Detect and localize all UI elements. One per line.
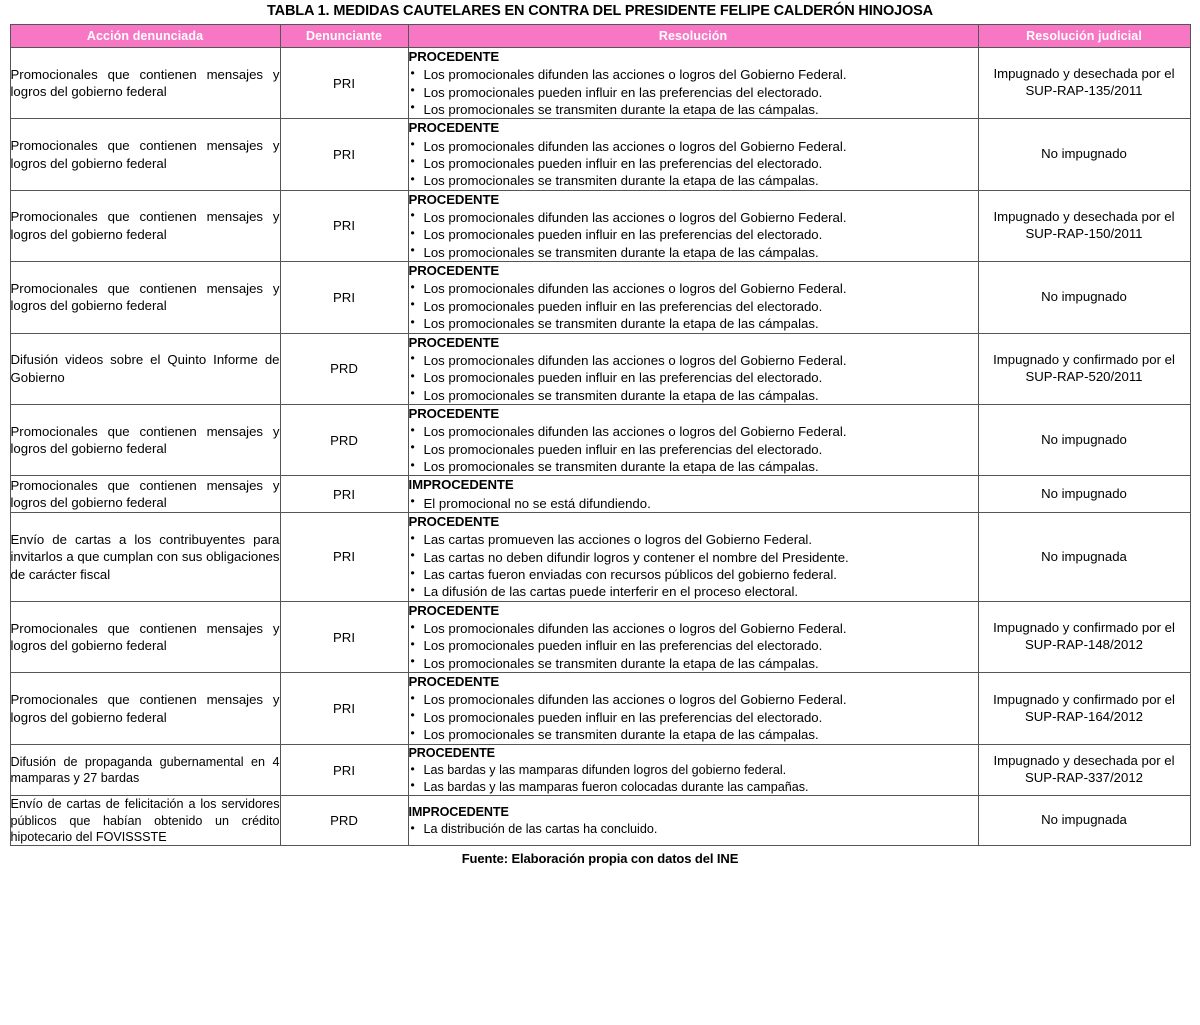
cell-accion-denunciada: Promocionales que contienen mensajes y logros del gobierno federal (10, 476, 280, 513)
cell-resolucion-judicial: No impugnado (978, 476, 1190, 513)
table-row (10, 476, 1190, 513)
table-row (10, 119, 1190, 190)
cell-denunciante: PRI (280, 476, 408, 513)
resolution-bullet: • Los promocionales se transmiten durante la etapa de las cámpalas. (409, 244, 978, 261)
resolution-bullet-list (409, 691, 978, 743)
table-row (10, 190, 1190, 261)
cell-resolucion (408, 476, 978, 513)
resolution-bullet: • Los promocionales pueden influir en las preferencias del electorado. (409, 709, 978, 726)
table-row (10, 513, 1190, 602)
cell-denunciante: PRI (280, 513, 408, 602)
resolution-bullet-list (409, 209, 978, 261)
table-row (10, 405, 1190, 476)
resolution-bullet: • Los promocionales pueden influir en las preferencias del electorado. (409, 637, 978, 654)
cell-resolucion-judicial: Impugnado y desechada por el SUP-RAP-150/2011 (978, 190, 1190, 261)
cell-resolucion-judicial: Impugnado y desechada por el SUP-RAP-135/2011 (978, 47, 1190, 118)
resolution-bullet: • Los promocionales difunden las acciones o logros del Gobierno Federal. (409, 423, 978, 440)
table-header-row (10, 24, 1190, 47)
cell-resolucion (408, 513, 978, 602)
resolution-bullet: • Las cartas no deben difundir logros y contener el nombre del Presidente. (409, 549, 978, 566)
cell-resolucion-judicial: Impugnado y confirmado por el SUP-RAP-148/2012 (978, 601, 1190, 672)
cell-denunciante: PRI (280, 601, 408, 672)
cell-accion-denunciada: Promocionales que contienen mensajes y logros del gobierno federal (10, 119, 280, 190)
column-header-resolucion: Resolución (408, 24, 978, 47)
cell-resolucion-judicial: No impugnado (978, 262, 1190, 333)
resolution-bullet: • Las cartas promueven las acciones o logros del Gobierno Federal. (409, 531, 978, 548)
resolution-verdict: PROCEDENTE (408, 745, 495, 760)
resolution-bullet-list (409, 531, 978, 601)
table-row (10, 744, 1190, 796)
table-row (10, 333, 1190, 404)
column-header-judicial: Resolución judicial (978, 24, 1190, 47)
resolution-bullet-list (409, 495, 978, 512)
table-row (10, 262, 1190, 333)
table-row (10, 47, 1190, 118)
source-note: Fuente: Elaboración propia con datos del INE (461, 851, 739, 867)
cell-accion-denunciada: Difusión videos sobre el Quinto Informe de Gobierno (10, 333, 280, 404)
cell-accion-denunciada: Envío de cartas a los contribuyentes para invitarlos a que cumplan con sus obligaciones de carácter fiscal (10, 513, 280, 602)
resolution-verdict: PROCEDENTE (408, 263, 500, 279)
resolution-verdict: PROCEDENTE (408, 674, 500, 690)
resolution-bullet: • La difusión de las cartas puede interferir en el proceso electoral. (409, 583, 978, 600)
resolution-bullet: • Los promocionales difunden las acciones o logros del Gobierno Federal. (409, 138, 978, 155)
resolution-bullet: • Los promocionales pueden influir en las preferencias del electorado. (409, 226, 978, 243)
table-row (10, 601, 1190, 672)
resolution-bullet-list (409, 352, 978, 404)
resolution-bullet-list (409, 280, 978, 332)
cell-resolucion (408, 744, 978, 796)
resolution-bullet: • La distribución de las cartas ha concluido. (409, 821, 978, 838)
cell-resolucion (408, 601, 978, 672)
resolution-bullet: • Los promocionales difunden las acciones o logros del Gobierno Federal. (409, 280, 978, 297)
table-header (10, 24, 1190, 47)
resolution-bullet: • Los promocionales pueden influir en las preferencias del electorado. (409, 441, 978, 458)
cell-resolucion (408, 673, 978, 744)
resolution-bullet: • Los promocionales pueden influir en las preferencias del electorado. (409, 298, 978, 315)
resolution-bullet: • Los promocionales difunden las acciones o logros del Gobierno Federal. (409, 691, 978, 708)
resolution-bullet: • Los promocionales difunden las acciones o logros del Gobierno Federal. (409, 66, 978, 83)
cell-denunciante: PRI (280, 190, 408, 261)
cell-resolucion (408, 262, 978, 333)
table-body (10, 47, 1190, 845)
cell-accion-denunciada: Promocionales que contienen mensajes y logros del gobierno federal (10, 601, 280, 672)
cell-accion-denunciada: Promocionales que contienen mensajes y logros del gobierno federal (10, 405, 280, 476)
cell-accion-denunciada: Promocionales que contienen mensajes y logros del gobierno federal (10, 47, 280, 118)
cautelares-table (10, 24, 1191, 846)
cell-resolucion (408, 119, 978, 190)
resolution-bullet: • Los promocionales difunden las acciones o logros del Gobierno Federal. (409, 209, 978, 226)
column-header-accion: Acción denunciada (10, 24, 280, 47)
resolution-verdict: PROCEDENTE (408, 406, 500, 422)
resolution-bullet: • Los promocionales se transmiten durante la etapa de las cámpalas. (409, 315, 978, 332)
resolution-bullet: • Las cartas fueron enviadas con recursos públicos del gobierno federal. (409, 566, 978, 583)
resolution-verdict: PROCEDENTE (408, 514, 500, 530)
resolution-verdict: PROCEDENTE (408, 120, 500, 136)
resolution-bullet: • Los promocionales difunden las acciones o logros del Gobierno Federal. (409, 352, 978, 369)
cell-resolucion (408, 333, 978, 404)
cell-resolucion-judicial: Impugnado y confirmado por el SUP-RAP-520/2011 (978, 333, 1190, 404)
resolution-bullet-list (409, 762, 978, 795)
cell-accion-denunciada: Envío de cartas de felicitación a los servidores públicos que habían obtenido un crédito hipotecario del FOVISSSTE (10, 797, 280, 845)
resolution-bullet: • Los promocionales se transmiten durante la etapa de las cámpalas. (409, 458, 978, 475)
cell-denunciante: PRI (280, 47, 408, 118)
page-title: TABLA 1. MEDIDAS CAUTELARES EN CONTRA DEL PRESIDENTE FELIPE CALDERÓN HINOJOSA (267, 3, 933, 19)
cell-resolucion (408, 405, 978, 476)
cell-resolucion-judicial: No impugnado (978, 119, 1190, 190)
resolution-bullet: • Los promocionales se transmiten durante la etapa de las cámpalas. (409, 101, 978, 118)
resolution-bullet-list (409, 620, 978, 672)
cell-resolucion-judicial: Impugnado y desechada por el SUP-RAP-337/2012 (978, 744, 1190, 796)
resolution-verdict: PROCEDENTE (408, 334, 500, 350)
cell-resolucion-judicial: No impugnada (978, 513, 1190, 602)
cell-accion-denunciada: Promocionales que contienen mensajes y logros del gobierno federal (10, 673, 280, 744)
resolution-bullet: • Los promocionales difunden las acciones o logros del Gobierno Federal. (409, 620, 978, 637)
resolution-bullet-list (409, 138, 978, 190)
resolution-bullet: • Las bardas y las mamparas fueron colocadas durante las campañas. (409, 779, 978, 796)
cell-resolucion-judicial: Impugnado y confirmado por el SUP-RAP-164/2012 (978, 673, 1190, 744)
resolution-bullet: • Los promocionales se transmiten durante la etapa de las cámpalas. (409, 726, 978, 743)
cell-denunciante: PRI (280, 744, 408, 796)
cell-resolucion (408, 190, 978, 261)
resolution-bullet-list (409, 66, 978, 118)
resolution-verdict: IMPROCEDENTE (408, 804, 509, 819)
column-header-denunciante: Denunciante (280, 24, 408, 47)
resolution-bullet-list (409, 423, 978, 475)
resolution-verdict: IMPROCEDENTE (408, 477, 514, 493)
cell-accion-denunciada: Difusión de propaganda gubernamental en 4 mamparas y 27 bardas (10, 744, 280, 796)
resolution-bullet-list (409, 821, 978, 838)
resolution-bullet: • Los promocionales pueden influir en las preferencias del electorado. (409, 369, 978, 386)
table-row (10, 796, 1190, 846)
resolution-bullet: • El promocional no se está difundiendo. (409, 495, 978, 512)
resolution-bullet: • Las bardas y las mamparas difunden logros del gobierno federal. (409, 762, 978, 779)
cell-accion-denunciada: Promocionales que contienen mensajes y logros del gobierno federal (10, 190, 280, 261)
resolution-bullet: • Los promocionales se transmiten durante la etapa de las cámpalas. (409, 655, 978, 672)
resolution-bullet: • Los promocionales se transmiten durante la etapa de las cámpalas. (409, 387, 978, 404)
resolution-verdict: PROCEDENTE (408, 602, 500, 618)
resolution-verdict: PROCEDENTE (408, 191, 500, 207)
cell-denunciante: PRD (280, 333, 408, 404)
cell-denunciante: PRD (280, 796, 408, 846)
cell-accion-denunciada: Promocionales que contienen mensajes y logros del gobierno federal (10, 262, 280, 333)
cell-resolucion (408, 47, 978, 118)
cell-denunciante: PRD (280, 405, 408, 476)
table-row (10, 673, 1190, 744)
cell-denunciante: PRI (280, 119, 408, 190)
resolution-bullet: • Los promocionales se transmiten durante la etapa de las cámpalas. (409, 172, 978, 189)
cell-denunciante: PRI (280, 673, 408, 744)
cell-denunciante: PRI (280, 262, 408, 333)
resolution-bullet: • Los promocionales pueden influir en las preferencias del electorado. (409, 84, 978, 101)
cell-resolucion (408, 796, 978, 846)
cell-resolucion-judicial: No impugnado (978, 405, 1190, 476)
resolution-verdict: PROCEDENTE (408, 48, 500, 64)
cell-resolucion-judicial: No impugnada (978, 796, 1190, 846)
resolution-bullet: • Los promocionales pueden influir en las preferencias del electorado. (409, 155, 978, 172)
